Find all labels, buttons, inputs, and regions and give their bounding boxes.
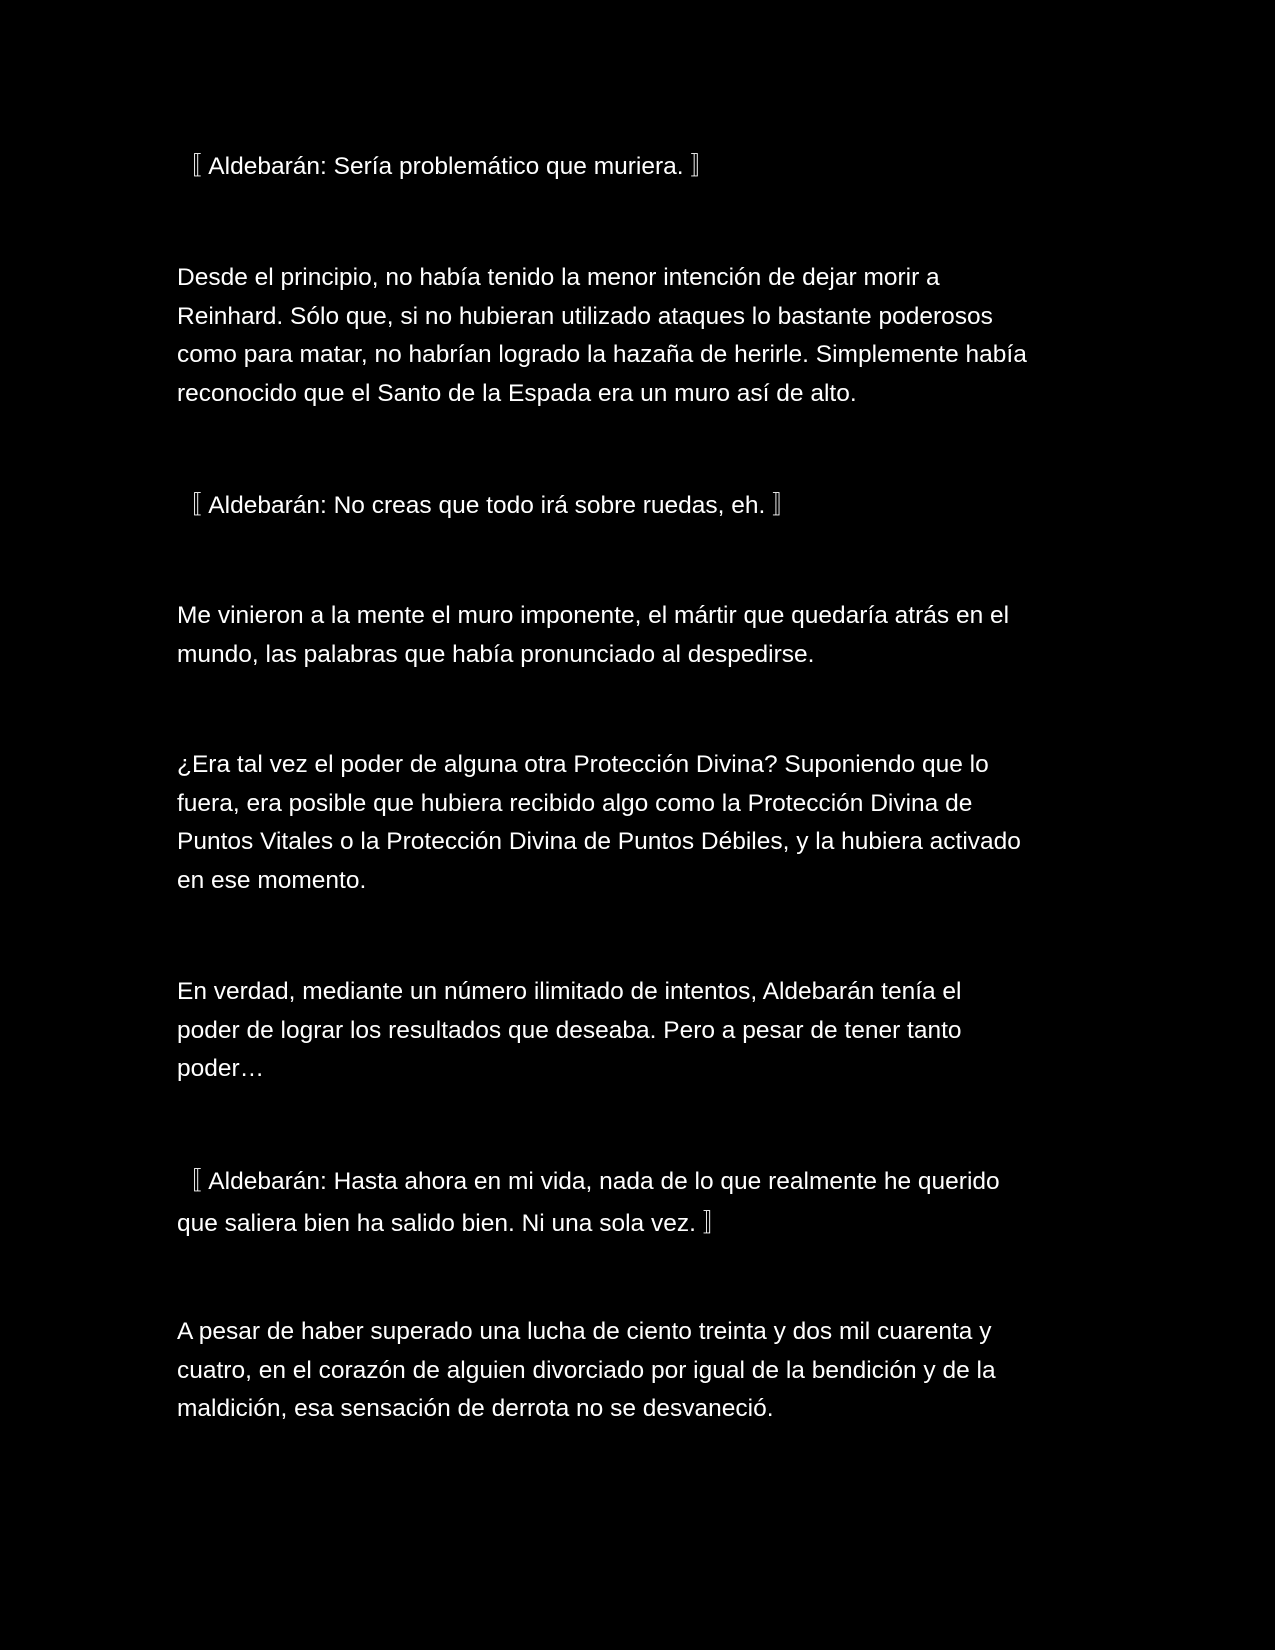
text-line: Desde el principio, no había tenido la menor intención de dejar morir a [177, 264, 940, 291]
text-line: En verdad, mediante un número ilimitado de intentos, Aldebarán tenía el [177, 978, 962, 1005]
narration-paragraph-3 [177, 746, 1117, 900]
text-line: como para matar, no habrían logrado la hazaña de herirle. Simplemente había [177, 341, 1027, 368]
narration-paragraph-5 [177, 1313, 1117, 1429]
text-line: que saliera bien ha salido bien. Ni una sola vez. 〛 [177, 1210, 728, 1237]
text-line: 〚 Aldebarán: Hasta ahora en mi vida, nada de lo que realmente he querido [177, 1168, 1000, 1195]
dialogue-paragraph-2 [177, 487, 1117, 526]
text-line: 〚 Aldebarán: Sería problemático que muriera. 〛 [177, 153, 715, 180]
text-line: poder… [177, 1055, 265, 1082]
text-line: mundo, las palabras que había pronunciado al despedirse. [177, 640, 815, 668]
text-line: 〚 Aldebarán: No creas que todo irá sobre ruedas, eh. 〛 [177, 492, 797, 519]
text-line: ¿Era tal vez el poder de alguna otra Protección Divina? Suponiendo que lo [177, 751, 989, 778]
text-line: en ese momento. [177, 866, 367, 894]
text-line: reconocido que el Santo de la Espada era un muro así de alto. [177, 379, 857, 407]
narration-paragraph-1 [177, 259, 1117, 413]
text-line: cuatro, en el corazón de alguien divorciado por igual de la bendición y de la [177, 1356, 996, 1384]
dialogue-paragraph-3 [177, 1161, 1117, 1245]
text-line: fuera, era posible que hubiera recibido algo como la Protección Divina de [177, 789, 973, 817]
narration-paragraph-4 [177, 973, 1117, 1089]
text-line: maldición, esa sensación de derrota no se desvaneció. [177, 1395, 774, 1422]
dialogue-paragraph-1 [177, 148, 1117, 187]
narration-paragraph-2 [177, 597, 1117, 674]
text-line: Reinhard. Sólo que, si no hubieran utilizado ataques lo bastante poderosos [177, 302, 993, 330]
text-line: Me vinieron a la mente el muro imponente, el mártir que quedaría atrás en el [177, 602, 1010, 629]
text-line: poder de lograr los resultados que deseaba. Pero a pesar de tener tanto [177, 1016, 962, 1044]
text-line: Puntos Vitales o la Protección Divina de Puntos Débiles, y la hubiera activado [177, 828, 1021, 855]
text-line: A pesar de haber superado una lucha de ciento treinta y dos mil cuarenta y [177, 1318, 992, 1345]
